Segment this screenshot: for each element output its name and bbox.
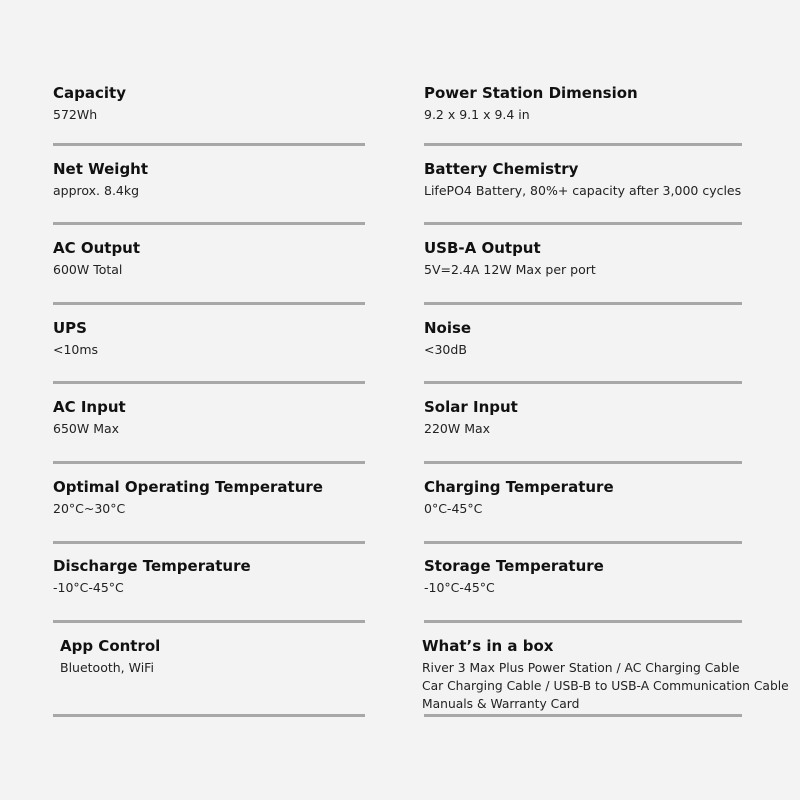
divider [424, 302, 742, 305]
spec-title: Solar Input [424, 398, 518, 416]
spec-value: 220W Max [424, 421, 491, 436]
divider [53, 714, 365, 717]
spec-title: Noise [424, 319, 472, 337]
spec-title: Storage Temperature [424, 557, 604, 575]
divider [53, 302, 365, 305]
divider [53, 222, 365, 225]
divider [53, 620, 365, 623]
spec-value-line: Car Charging Cable / USB-B to USB-A Communication Cable [422, 679, 789, 693]
divider [424, 381, 742, 384]
divider [53, 143, 365, 146]
divider [424, 620, 742, 623]
spec-value: 650W Max [53, 421, 120, 436]
spec-value: 0°C-45°C [424, 501, 483, 516]
spec-value: Bluetooth, WiFi [60, 660, 154, 675]
spec-value: 600W Total [53, 262, 123, 277]
spec-title: UPS [53, 319, 87, 337]
spec-value: approx. 8.4kg [53, 183, 140, 198]
spec-title: What’s in a box [422, 637, 554, 655]
spec-value: 5V=2.4A 12W Max per port [424, 262, 596, 277]
spec-value: LifePO4 Battery, 80%+ capacity after 3,000 cycles [424, 183, 742, 198]
spec-title: Charging Temperature [424, 478, 614, 496]
divider [53, 541, 365, 544]
spec-title: USB-A Output [424, 239, 541, 257]
spec-value: -10°C-45°C [53, 580, 124, 595]
spec-value-line: River 3 Max Plus Power Station / AC Charging Cable [422, 661, 740, 675]
spec-value: 9.2 x 9.1 x 9.4 in [424, 107, 530, 122]
divider [53, 381, 365, 384]
spec-title: Discharge Temperature [53, 557, 251, 575]
divider [424, 143, 742, 146]
divider [424, 461, 742, 464]
spec-value: -10°C-45°C [424, 580, 495, 595]
spec-title: Capacity [53, 84, 126, 102]
spec-title: Optimal Operating Temperature [53, 478, 323, 496]
spec-title: AC Output [53, 239, 141, 257]
spec-value: 572Wh [53, 107, 98, 122]
spec-value: <30dB [424, 342, 467, 357]
spec-value: <10ms [53, 342, 99, 357]
spec-title: Power Station Dimension [424, 84, 638, 102]
divider [53, 461, 365, 464]
divider [424, 714, 742, 717]
spec-title: AC Input [53, 398, 126, 416]
spec-title: Net Weight [53, 160, 149, 178]
spec-value: 20°C~30°C [53, 501, 126, 516]
spec-title: Battery Chemistry [424, 160, 579, 178]
spec-title: App Control [60, 637, 161, 655]
divider [424, 222, 742, 225]
spec-value-line: Manuals & Warranty Card [422, 697, 580, 711]
divider [424, 541, 742, 544]
